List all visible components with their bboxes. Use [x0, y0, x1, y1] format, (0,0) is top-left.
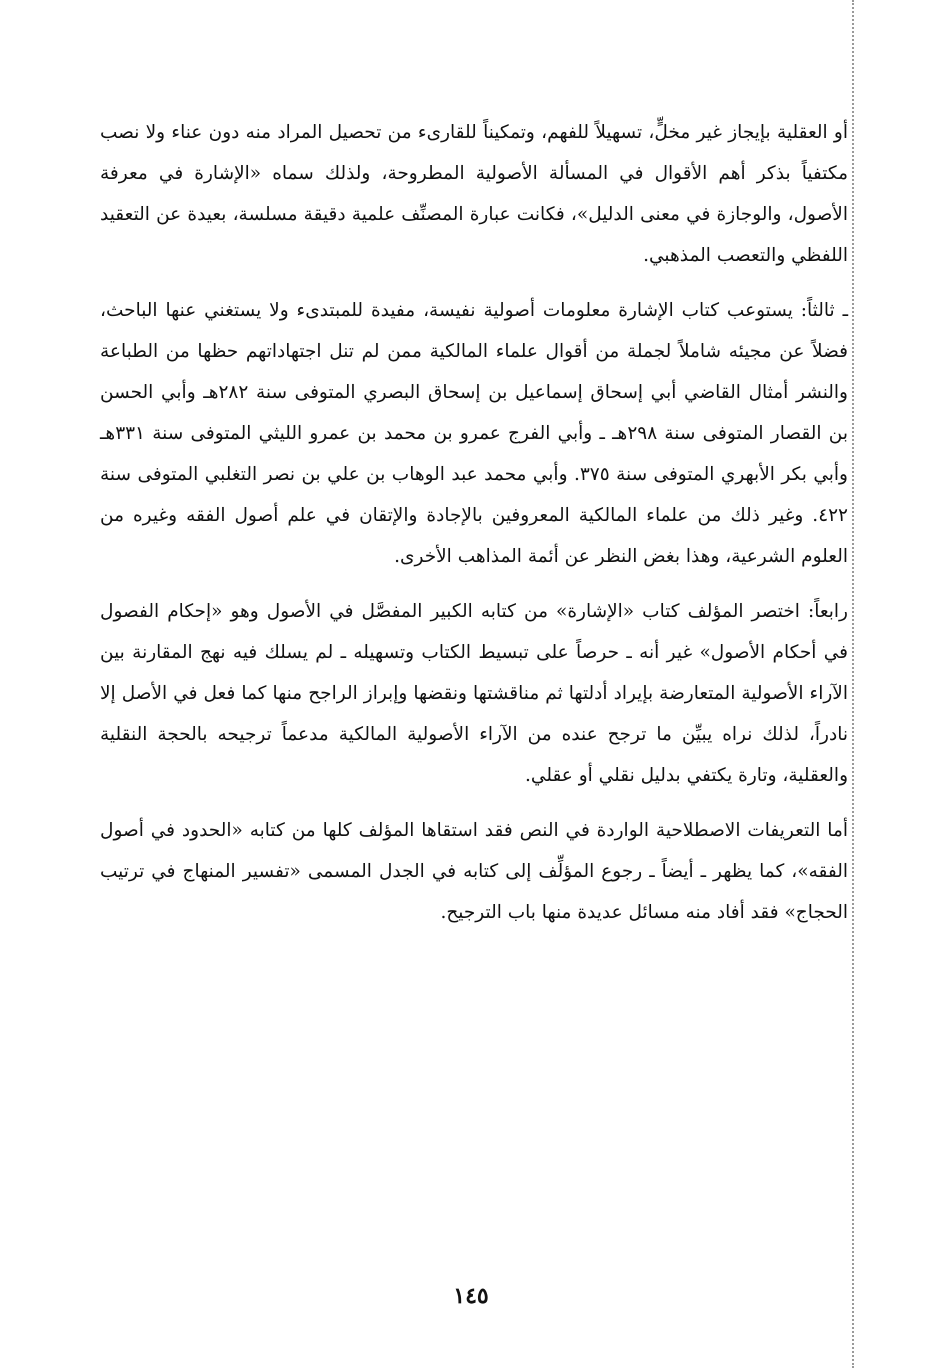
- page-edge-dotted-line: [852, 0, 854, 1368]
- paragraph-definitions: أما التعريفات الاصطلاحية الواردة في النص فقد استقاها المؤلف كلها من كتابه «الحدود في أصول الفقه»، كما يظهر ـ أيضاً ـ رجوع المؤلِّف إلى كتابه في الجدل المسمى «تفسير المنهاج في ترتيب الحجاج» فقد أفاد منه مسائل عديدة منها باب الترجيح.: [100, 820, 848, 923]
- paragraph-third-point: ـ ثالثاً: يستوعب كتاب الإشارة معلومات أصولية نفيسة، مفيدة للمبتدىء ولا يستغني عنها الباحث، فضلاً عن مجيئه شاملاً لجملة من أقوال علماء المالكية ممن لم تنل اجتهاداتهم حظها من الطباعة والنشر أمثال القاضي أبي إسحاق إسماعيل بن إسحاق البصري المتوفى سنة ٢٨٢هـ وأبي الحسن بن القصار المتوفى سنة ٢٩٨هـ ـ وأبي الفرج عمرو بن محمد بن عمرو الليثي المتوفى سنة ٣٣١هـ وأبي بكر الأبهري المتوفى سنة ٣٧٥. وأبي محمد عبد الوهاب بن علي بن نصر التغلبي المتوفى سنة ٤٢٢. وغير ذلك من علماء المالكية المعروفين بالإجادة والإتقان في علم أصول الفقه وغيره من العلوم الشرعية، وهذا بغض النظر عن أئمة المذاهب الأخرى.: [100, 300, 848, 567]
- paragraph-continuation: أو العقلية بإيجاز غير مخلٍّ، تسهيلاً للفهم، وتمكيناً للقارىء من تحصيل المراد منه دون عناء ولا نصب مكتفياً بذكر أهم الأقوال في المسألة الأصولية المطروحة، ولذلك سماه «الإشارة في معرفة الأصول، والوجازة في معنى الدليل»، فكانت عبارة المصنِّف علمية دقيقة مسلسة، بعيدة عن التعقيد اللفظي والتعصب المذهبي.: [100, 122, 848, 266]
- paragraph-fourth-point: رابعاً: اختصر المؤلف كتاب «الإشارة» من كتابه الكبير المفصَّل في الأصول وهو «إحكام الفصول في أحكام الأصول» غير أنه ـ حرصاً على تبسيط الكتاب وتسهيله ـ لم يسلك فيه نهج المقارنة بين الآراء الأصولية المتعارضة بإيراد أدلتها ثم مناقشتها ونقضها وإبراز الراجح منها كما فعل في الأصل إلا نادراً، لذلك نراه يبيِّن ما ترجح عنده من الآراء الأصولية المالكية مدعماً ترجيحه بالحجة النقلية والعقلية، وتارة يكتفي بدليل نقلي أو عقلي.: [100, 601, 848, 786]
- page-number: ١٤٥: [453, 1283, 489, 1309]
- page-body: [100, 112, 848, 933]
